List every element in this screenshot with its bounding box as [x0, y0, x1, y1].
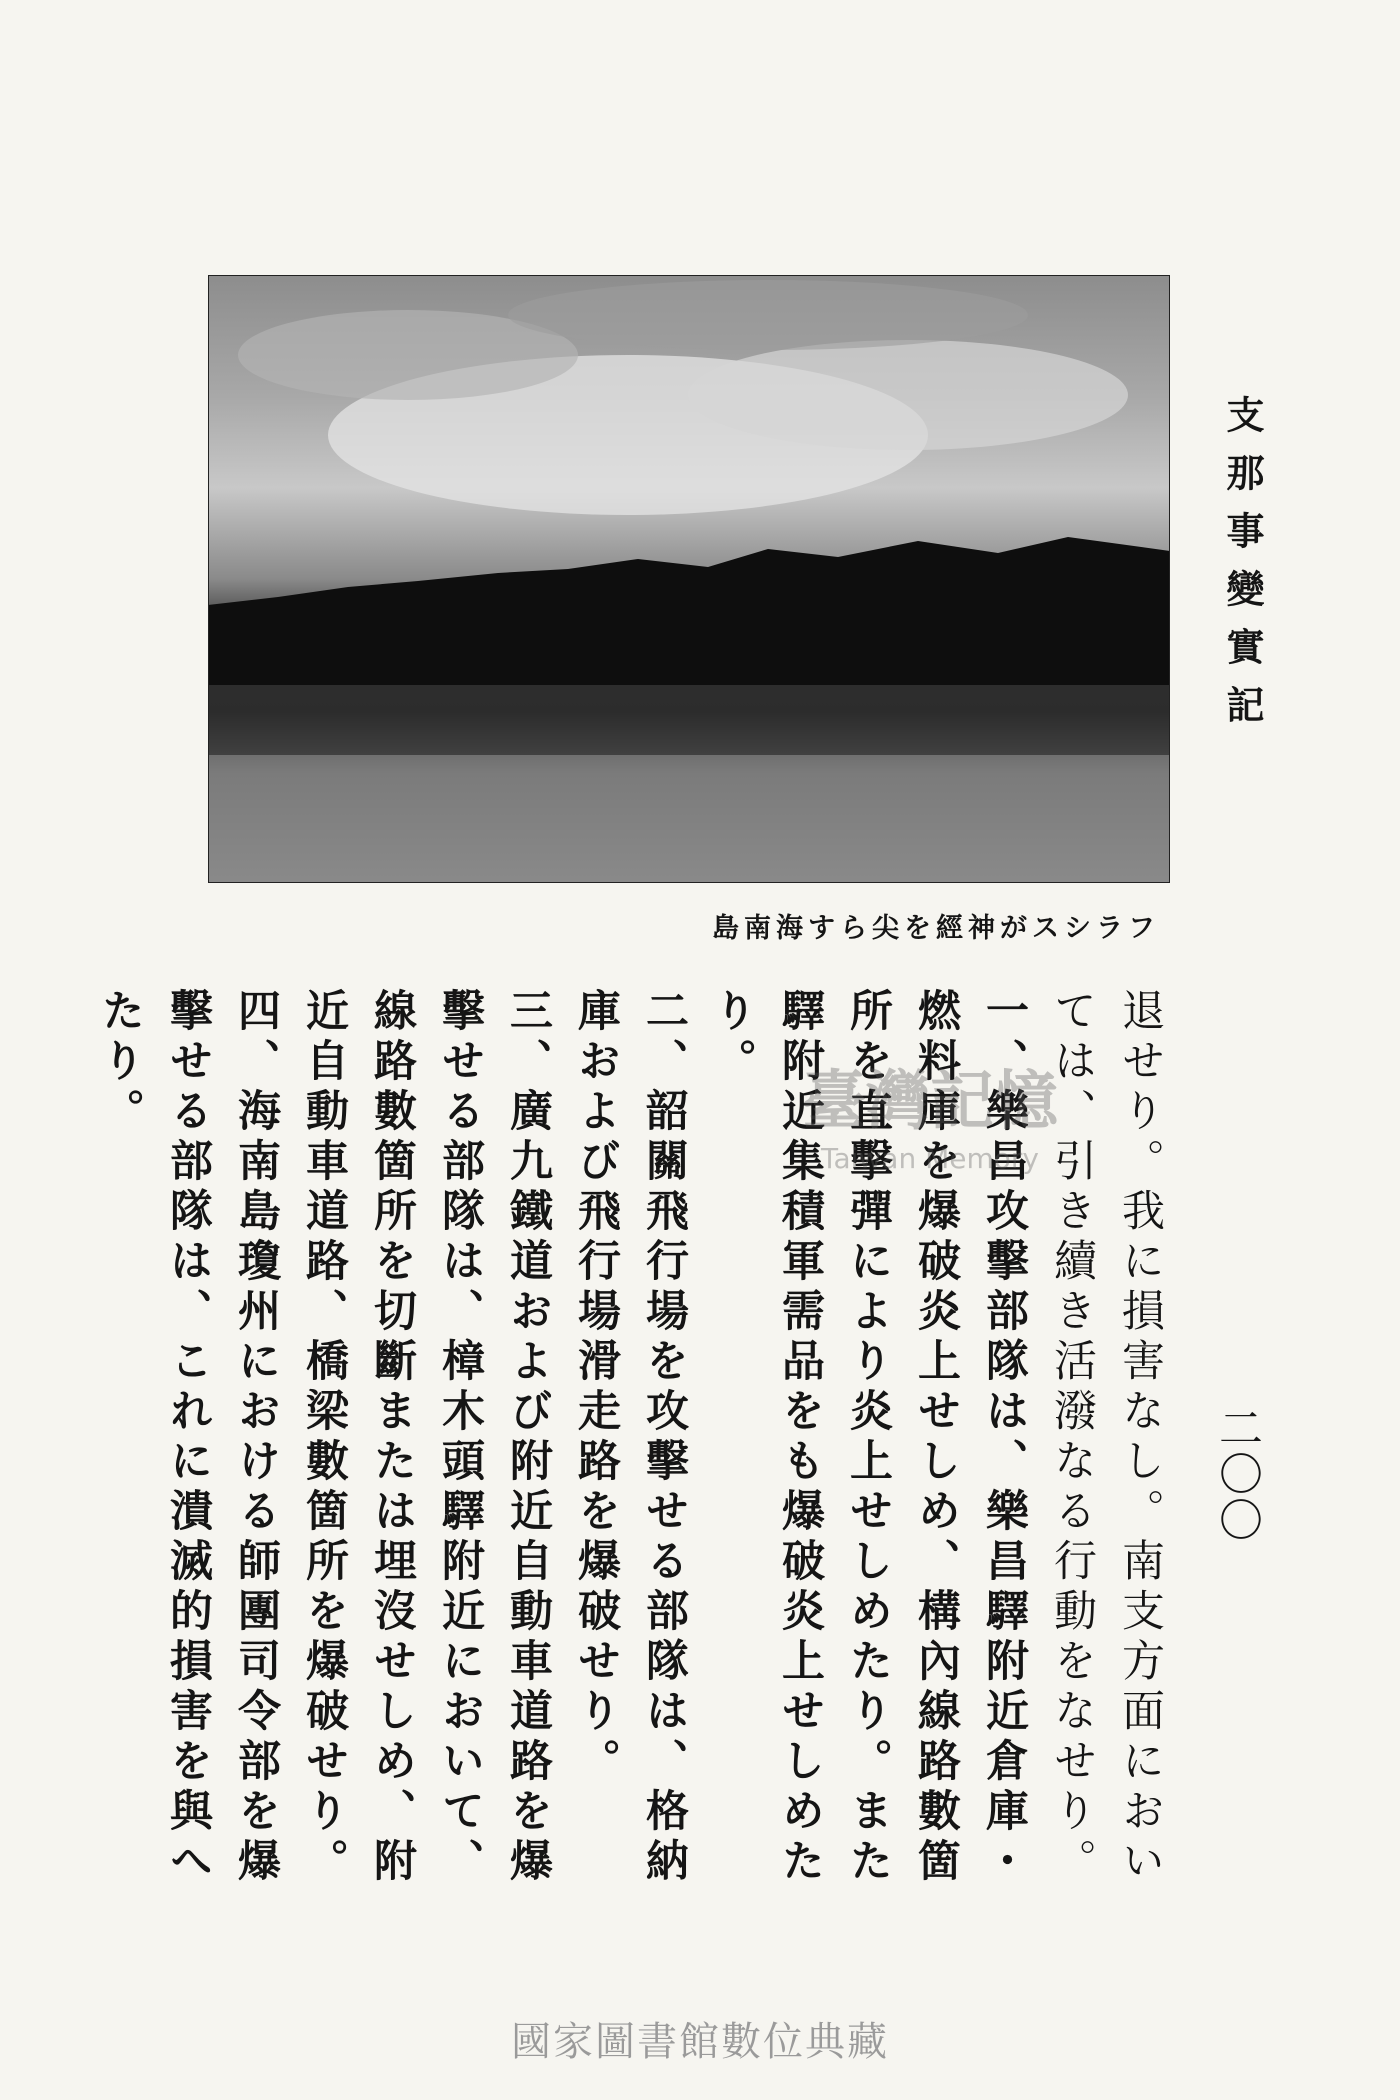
list-item: 四、海南島瓊州における師團司令部を爆擊せる部隊は、これに潰滅的損害を與へたり。	[95, 988, 281, 1888]
watermark-text-en: Taiwan Memory	[821, 1142, 1039, 1175]
photo-caption: フラシスが神經を尖らす海南島	[712, 913, 1160, 944]
list-item: 二、韶關飛行場を攻擊せる部隊は、格納庫および飛行場滑走路を爆破せり。	[571, 988, 689, 1888]
running-head: 支那事變實記	[1220, 395, 1264, 743]
watermark-text: 臺灣記憶	[802, 1064, 1058, 1139]
landscape-photo	[208, 275, 1170, 883]
paragraph: 退せり。我に損害なし。南支方面においては、引き續き活潑なる行動をなせり。	[1047, 988, 1165, 1888]
photo-illustration	[208, 275, 1170, 883]
watermark-logo	[740, 1050, 1120, 1175]
footer-credit: 國家圖書館數位典藏	[511, 2019, 889, 2065]
list-item: 三、廣九鐵道および附近自動車道路を爆擊せる部隊は、樟木頭驛附近において、線路數箇所を切斷または埋沒せしめ、附近自動車道路、橋梁數箇所を爆破せり。	[299, 988, 553, 1888]
page-number: 二〇〇	[1211, 1405, 1262, 1543]
list-item: 一、樂昌攻擊部隊は、樂昌驛附近倉庫・燃料庫を爆破炎上せしめ、構內線路數箇所を直擊彈により炎上せしめたり。また驛附近集積軍需品をも爆破炎上せしめたり。	[707, 988, 1029, 1888]
